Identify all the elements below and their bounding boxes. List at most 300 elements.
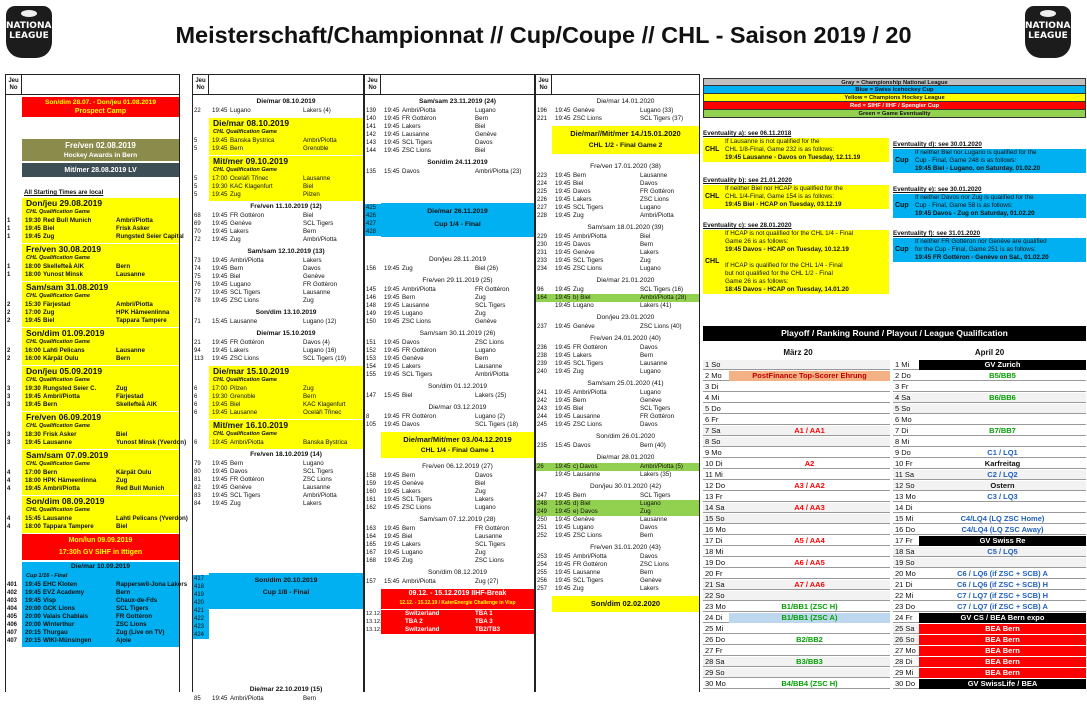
game-time: 19:45 <box>25 597 41 604</box>
game-time: 19:45 <box>384 265 400 272</box>
home-team: Lakers <box>402 123 421 130</box>
away-team: Chaux-de-Fds <box>116 597 158 604</box>
calendar-date: 21 Di <box>895 580 913 589</box>
away-team: ZSC Lions <box>475 339 504 346</box>
game-number: 2 <box>7 318 11 324</box>
break-team-a: Switzerland <box>405 626 440 633</box>
calendar-day <box>893 393 1086 403</box>
home-team: Zug <box>230 191 241 198</box>
game-row <box>365 265 534 273</box>
away-team: Lugano <box>303 460 324 467</box>
game-number: 70 <box>194 229 201 235</box>
game-row <box>536 553 699 561</box>
away-team: Ambri/Piotta <box>475 371 509 378</box>
game-number: 6 <box>194 394 198 400</box>
calendar-date: 27 Fr <box>705 646 723 655</box>
game-time: 19:45 <box>555 516 571 523</box>
calendar-event: B5/BB5 <box>989 371 1016 380</box>
calendar-day <box>703 382 890 392</box>
game-number: 146 <box>366 295 377 301</box>
game-row <box>365 302 534 310</box>
away-team: Lausanne <box>303 175 331 182</box>
home-team: Lugano <box>230 107 251 114</box>
away-team: Zug <box>116 385 128 392</box>
calendar-day <box>893 646 1086 656</box>
chl-title: CHL 1/4 - Final Game 1 <box>420 447 495 454</box>
game-row <box>365 496 534 504</box>
block-date: Fre/ven 29.11.2019 (25) <box>422 277 493 284</box>
calendar-day <box>893 514 1086 524</box>
legend-yellow: Yellow = Champions Hockey League <box>703 94 1086 102</box>
game-number: 162 <box>366 505 377 511</box>
game-number: 144 <box>366 148 377 154</box>
game-number: 105 <box>366 422 377 428</box>
game-row <box>536 294 699 302</box>
eventuality-line: Cup - Final, Game 248 is as follows: <box>915 157 1017 164</box>
block-date: Fre/ven 30.08.2019 <box>26 244 102 254</box>
calendar-day <box>893 668 1086 678</box>
calendar-date: 16 Mo <box>705 525 726 534</box>
game-row <box>365 525 534 533</box>
home-team: Ambri/Piotta <box>230 257 264 264</box>
game-time: 19:45 <box>212 281 228 288</box>
game-time: 15:45 <box>384 578 400 585</box>
game-number: 229 <box>537 234 548 240</box>
schedule-column-3: Jeu No Sam/sam 23.11.2019 (24) 139 19:45 Ambri/Piotta Lugano 140 19:45 FR Gottéron Bern 141 19:45 Lakers Biel 142 19:45 Lausanne Genève 143 19:45 SCL Tigers Davos 144 19:45 ZSC Lions Biel Son/dim 24.11.2019 135 15:45 Davos Ambri/Piotta (23) Die/mar 26.11.2019 Cup 1/4 - Final 425 426 427 428 Don/jeu 28.11.2019 156 19:45 Zug Biel (26) Fre/ven 29.11.2019 (25) 145 19:45 Ambri/Piotta FR Gottéron 146 19:45 Bern Zug 148 19:45 Lausanne SCL Tigers 149 19:45 Lugano Zug 150 19:45 ZSC Lions Genève Sam/sam 30.11.2019 (26) 151 19:45 Davos ZSC Lions 152 19:45 FR Gottéron Lugano 153 19:45 Genève Bern 154 19:45 Lakers Lausanne 155 19:45 SCL Tigers Ambri/Piotta Son/dim 01.12.2019 147 15:45 Biel Lakers (25) Die/mar 03.12.2019 8 19:45 FR Gottéron Lugano (2) 105 19:45 Davos SCL Tigers (18) Die/mar/Mit/mer 03./04.12.2019 CHL 1/4 - Final Game 1 Fre/ven 06.12.2019 (27) 158 19:45 Bern Davos 159 19:45 Genève Biel 160 19:45 Lakers Zug 161 19:45 SCL Tigers Lakers 162 19:45 ZSC Lions Lugano Sam/sam 07.12.2019 (28) 163 19:45 Bern FR Gottéron 164 19:45 Biel Lausanne 165 19:45 Lakers SCL Tigers 167 19:45 Lugano Zug 168 19:45 Zug ZSC Lions Son/dim 08.12.2019 157 15:45 Ambri/Piotta Zug (27) 09.12. - 15.12.2019 IIHF-Break 12.12. - 15.12.19 / KaterEnergie Challenge in Visp 12.12. Switzerland TBA 1 13.12. TBA 2 TBA 3 13.12. Switzerland TB2/TB3 <box>364 74 535 692</box>
game-number: 113 <box>194 356 204 362</box>
calendar-event: C2 / LQ2 <box>987 470 1018 479</box>
game-time: 18:30 <box>25 431 41 438</box>
iihf-break-sub: 12.12. - 15.12.19 / KaterEnergie Challenge in Visp <box>399 600 516 606</box>
game-time: 18:00 <box>25 477 41 484</box>
game-row <box>365 472 534 480</box>
away-team: Ambri/Piotta <box>116 301 153 308</box>
game-number: 139 <box>366 108 377 114</box>
game-row <box>365 480 534 488</box>
game-number: 221 <box>537 116 548 122</box>
calendar-date: 29 So <box>705 668 725 677</box>
game-time: 18:00 <box>25 271 41 278</box>
game-time: 19:45 <box>555 569 571 576</box>
game-row <box>6 385 179 393</box>
calendar-date: 12 Do <box>705 481 726 490</box>
home-team: Lausanne <box>230 318 258 325</box>
cup-game-number: 426 <box>365 212 381 220</box>
away-team: FR Gottéron <box>116 613 153 620</box>
game-number: 80 <box>194 469 201 475</box>
game-number: 4 <box>7 478 11 484</box>
game-number: 76 <box>194 282 201 288</box>
game-time: 19:45 <box>555 344 571 351</box>
calendar-date: 25 Mi <box>705 624 724 633</box>
game-row <box>536 344 699 352</box>
game-row <box>365 147 534 155</box>
calendar-day <box>703 668 890 678</box>
game-time: 19:45 <box>25 317 41 324</box>
section-band <box>22 139 179 161</box>
home-team: SCL Tigers <box>402 139 433 146</box>
calendar-date: 13 Fr <box>705 492 723 501</box>
away-team: Davos (4) <box>303 339 330 346</box>
away-team: SCL Tigers (19) <box>303 355 347 362</box>
game-time: 19:45 <box>384 480 400 487</box>
game-row <box>536 500 699 508</box>
away-team: Zug (27) <box>475 578 499 585</box>
away-team: Lausanne <box>640 516 668 523</box>
game-number: 1 <box>7 264 11 270</box>
game-number: 224 <box>537 181 548 187</box>
game-row <box>365 139 534 147</box>
away-team: Lugano (33) <box>640 107 674 114</box>
away-team: Biel <box>640 233 651 240</box>
calendar-day <box>703 635 890 645</box>
game-row <box>536 286 699 294</box>
home-team: Zug <box>573 368 584 375</box>
block-date: Die/mar 15.10.2019 <box>213 366 290 376</box>
home-team: Ambri/Piotta <box>573 233 607 240</box>
home-team: Ambri/Piotta <box>43 485 80 492</box>
game-number: 78 <box>194 298 201 304</box>
away-team: Lausanne <box>475 363 503 370</box>
game-number: 196 <box>537 108 548 114</box>
calendar-date: 26 Do <box>705 635 726 644</box>
game-row <box>536 421 699 429</box>
game-time: 19:45 <box>555 115 571 122</box>
away-team: SCL Tigers <box>475 302 506 309</box>
calendar-date: 8 So <box>705 437 721 446</box>
eventuality-tag: CHL <box>705 146 720 153</box>
calendar-day <box>893 679 1086 689</box>
game-time: 19:45 <box>555 585 571 592</box>
calendar-date: 11 Mi <box>705 470 723 479</box>
game-time: 19:45 <box>555 421 571 428</box>
game-row <box>6 637 179 645</box>
eventuality-b <box>703 177 889 209</box>
calendar-date: 2 Mo <box>705 371 722 380</box>
game-time: 16:00 <box>25 347 41 354</box>
away-team: Kärpät Oulu <box>116 469 152 476</box>
away-team: Bern <box>303 228 317 235</box>
home-team: d) Biel <box>573 500 591 507</box>
game-row <box>536 463 699 471</box>
away-team: Lakers <box>303 257 322 264</box>
home-team: Biel <box>402 533 413 540</box>
game-number: 5 <box>194 146 198 152</box>
away-team: Rapperswil-Jona Lakers <box>116 581 188 588</box>
calendar-day <box>703 646 890 656</box>
block-date: Don/jeu 05.09.2019 <box>26 366 103 376</box>
away-team: Bern <box>640 352 654 359</box>
block-date: Sam/sam 18.01.2020 (39) <box>587 224 664 231</box>
away-team: Banska Bystrica <box>303 439 348 446</box>
home-team: Davos <box>402 168 420 175</box>
game-number: 142 <box>366 132 377 138</box>
game-row <box>193 257 363 265</box>
game-time: 19:45 <box>25 439 41 446</box>
color-legend <box>703 78 1086 118</box>
game-number: 83 <box>194 493 201 499</box>
game-time: 19:45 <box>555 196 571 203</box>
eventuality-title: Eventuality d): see 30.01.2020 <box>893 141 982 148</box>
game-row <box>6 309 179 317</box>
page-header <box>0 0 1087 70</box>
game-number: 234 <box>537 266 548 272</box>
game-row <box>193 212 363 220</box>
game-time: 19:45 <box>212 289 228 296</box>
game-row <box>193 355 363 363</box>
calendar-event: PostFinance Top-Scorer Ehrung <box>729 371 890 381</box>
away-team: SCL Tigers <box>116 605 149 612</box>
game-row <box>536 212 699 220</box>
home-team: Zug <box>43 309 55 316</box>
game-number: 1 <box>7 218 11 224</box>
game-row <box>193 145 363 153</box>
game-time: 19:45 <box>25 401 41 408</box>
break-team-a: TBA 2 <box>405 618 423 625</box>
game-number: 402 <box>7 590 18 596</box>
calendar-day <box>893 602 1086 612</box>
game-row <box>193 318 363 326</box>
eventuality-body <box>893 149 1086 173</box>
game-number: 21 <box>194 340 201 346</box>
game-time: 19:45 <box>384 147 400 154</box>
block-date: Son/dim 26.01.2020 <box>595 433 656 440</box>
eventuality-line: for the Cup - Final, Game 251 is as follows: <box>915 246 1036 253</box>
away-team: Biel <box>303 212 314 219</box>
home-team: Bern <box>43 401 58 408</box>
break-team-b: TB2/TB3 <box>475 626 501 633</box>
calendar-day <box>893 448 1086 458</box>
game-row <box>536 323 699 331</box>
home-team: Davos <box>573 188 591 195</box>
game-number: 77 <box>194 290 201 296</box>
eventuality-line: CHL 1/4-Final, Game 154 is as follows: <box>725 193 834 200</box>
cup-game-number: 423 <box>193 623 209 631</box>
away-team: ZSC Lions (40) <box>640 323 682 330</box>
calendar-day <box>893 580 1086 590</box>
home-team: Zug <box>230 500 241 507</box>
home-team: Lakers <box>230 347 249 354</box>
calendar-day <box>893 382 1086 392</box>
game-time: 19:45 <box>555 500 571 507</box>
away-team: Lakers <box>640 585 659 592</box>
eventuality-line: but not qualified for the CHL 1/2 - Final <box>725 270 833 277</box>
game-number: 236 <box>537 345 548 351</box>
block-date: Fre/ven 24.01.2020 (40) <box>590 335 661 342</box>
game-time: 17:00 <box>212 175 228 182</box>
calendar-event: B1/BB1 (ZSC H) <box>781 602 838 611</box>
away-team: Ambri/Piotta <box>116 217 153 224</box>
away-team: SCL Tigers <box>303 220 334 227</box>
game-time: 19:45 <box>212 401 228 408</box>
game-row <box>193 492 363 500</box>
block-subtitle: CHL Qualification Game <box>213 377 277 383</box>
calendar-date: 9 Mo <box>705 448 722 457</box>
home-team: Zug <box>43 233 55 240</box>
calendar-event: BEA Bern <box>919 635 1086 645</box>
calendar-day <box>703 657 890 667</box>
block-subtitle: CHL Qualification Game <box>26 339 90 345</box>
game-number: 135 <box>366 169 377 175</box>
home-team: SCL Tigers <box>230 492 261 499</box>
game-row <box>365 355 534 363</box>
playoff-section <box>703 326 1086 692</box>
eventuality-line: If neither Biel nor Lugano is qualified for the <box>915 149 1037 156</box>
calendar-day <box>893 547 1086 557</box>
away-team: Lausanne <box>475 533 503 540</box>
eventuality-tag: CHL <box>705 193 720 200</box>
game-time: 19:45 <box>384 123 400 130</box>
calendar-date: 21 Sa <box>705 580 725 589</box>
away-team: Genève <box>475 131 497 138</box>
game-time: 19:45 <box>384 472 400 479</box>
away-team: Tappara Tampere <box>116 317 167 324</box>
home-team: Bern <box>402 294 416 301</box>
game-time: 19:45 <box>555 405 571 412</box>
eventuality-a <box>703 130 889 162</box>
home-team: Lahti Pelicans <box>43 347 85 354</box>
eventuality-line: 19:45 Davos - Zug on Saturday, 01.02.20 <box>915 210 1035 217</box>
away-team: Biel (26) <box>475 265 499 272</box>
game-number: 79 <box>194 461 201 467</box>
block-date: Die/mar 03.12.2019 <box>428 404 487 411</box>
game-time: 16:00 <box>25 355 41 362</box>
block-date: Die/mar 10.09.2019 <box>70 563 131 570</box>
calendar-date: 14 Sa <box>705 503 725 512</box>
game-time: 19:45 <box>25 485 41 492</box>
block-date: Don/jeu 28.11.2019 <box>428 256 487 263</box>
calendar-day <box>703 448 890 458</box>
game-number: 247 <box>537 493 548 499</box>
eventuality-line: 19:45 Davos - HCAP on Tuesday, 10.12.19 <box>725 246 849 253</box>
calendar-date: 12 So <box>895 481 915 490</box>
eventuality-c <box>703 222 889 294</box>
calendar-event: C4/LQ4 (LQ ZSC Home) <box>960 514 1045 523</box>
game-number: 5 <box>194 138 198 144</box>
away-team: Lakers <box>640 249 659 256</box>
calendar-date: 20 Fr <box>705 569 723 578</box>
away-team: Zug <box>475 488 486 495</box>
month-april: April 20 <box>974 348 1005 357</box>
game-time: 19:45 <box>384 421 400 428</box>
game-time: 19:45 <box>555 397 571 404</box>
game-row <box>365 339 534 347</box>
calendar-day <box>703 569 890 579</box>
block-date: Fre/ven 18.10.2019 (14) <box>250 451 322 458</box>
away-team: HPK Hämeenlinna <box>116 309 170 316</box>
home-team: Bern <box>402 472 416 479</box>
game-row <box>536 577 699 585</box>
eventuality-d <box>893 141 1086 173</box>
game-row <box>365 578 534 586</box>
game-time: 18:00 <box>25 523 41 530</box>
game-time: 19:45 <box>212 409 228 416</box>
game-time: 19:45 <box>25 225 41 232</box>
eventuality-tag: Cup <box>895 202 909 209</box>
away-team: Biel <box>116 523 128 530</box>
away-team: Zug <box>475 310 486 317</box>
calendar-event: C1 / LQ1 <box>987 448 1018 457</box>
game-time: 19:45 <box>555 368 571 375</box>
game-row <box>536 107 699 115</box>
game-time: 17:00 <box>25 469 41 476</box>
calendar-event: A4 / AA3 <box>794 503 825 512</box>
home-team: Genève <box>230 484 252 491</box>
home-team: Bern <box>573 397 587 404</box>
game-time: 19:45 <box>555 294 571 301</box>
eventuality-line: If neither FR Gottéron nor Genève are qualified <box>915 238 1047 245</box>
home-team: Lausanne <box>573 569 601 576</box>
game-row <box>365 168 534 176</box>
game-number: 147 <box>366 393 377 399</box>
calendar-date: 24 Fr <box>895 613 913 622</box>
away-team: Lugano <box>475 347 496 354</box>
eventuality-line: Game 26 is as follows: <box>725 278 789 285</box>
game-row <box>6 431 179 439</box>
home-team: Davos <box>402 339 420 346</box>
away-team: Lakers (41) <box>640 302 672 309</box>
calendar-date: 30 Do <box>895 679 916 688</box>
away-team: ZSC Lions <box>640 196 669 203</box>
home-team: Ambri/Piotta <box>230 695 264 702</box>
calendar-date: 1 So <box>705 360 721 369</box>
away-team: Bern <box>475 355 489 362</box>
home-team: Red Bull Munich <box>43 217 92 224</box>
home-team: Lugano <box>573 302 594 309</box>
cup-game-number: 427 <box>365 220 381 228</box>
game-time: 20:00 <box>25 613 41 620</box>
game-row <box>193 265 363 273</box>
logo-text: LEAGUE <box>9 31 49 41</box>
game-time: 19:45 <box>555 508 571 515</box>
game-time: 19:45 <box>384 413 400 420</box>
block-subtitle: CHL Qualification Game <box>213 431 277 437</box>
game-number: 160 <box>366 489 377 495</box>
block-date: Sam/sam 23.11.2019 (24) <box>419 98 496 105</box>
eventuality-tag: Cup <box>895 246 909 253</box>
home-team: FR Gottéron <box>402 413 437 420</box>
game-row <box>193 695 363 703</box>
game-time: 19:30 <box>212 393 228 400</box>
game-time: 19:45 <box>555 302 571 309</box>
calendar-day <box>893 569 1086 579</box>
calendar-date: 23 Mo <box>705 602 726 611</box>
home-team: Valais Chablais <box>43 613 89 620</box>
game-time: 19:45 <box>555 286 571 293</box>
home-team: Lugano <box>402 310 423 317</box>
eventuality-body <box>703 230 889 294</box>
game-row <box>6 477 179 485</box>
block-date: Mit/mer 09.10.2019 <box>213 156 289 166</box>
game-time: 19:45 <box>384 294 400 301</box>
game-number: 154 <box>366 364 377 370</box>
home-team: Lugano <box>573 524 594 531</box>
game-time: 19:45 <box>555 553 571 560</box>
game-number: 407 <box>7 638 18 644</box>
game-row <box>536 188 699 196</box>
game-row <box>536 413 699 421</box>
break-date: 13.12. <box>366 627 382 633</box>
chl-date: Die/mar//Mit/mer 14./15.01.2020 <box>570 129 681 138</box>
game-row <box>536 241 699 249</box>
away-team: Lugano (16) <box>303 347 337 354</box>
game-number: 74 <box>194 266 201 272</box>
calendar-event: A1 / AA1 <box>794 426 825 435</box>
block-date: Son/dim 08.12.2019 <box>427 569 488 576</box>
calendar-date: 19 Do <box>705 558 726 567</box>
game-row <box>6 225 179 233</box>
game-number: 6 <box>194 386 198 392</box>
